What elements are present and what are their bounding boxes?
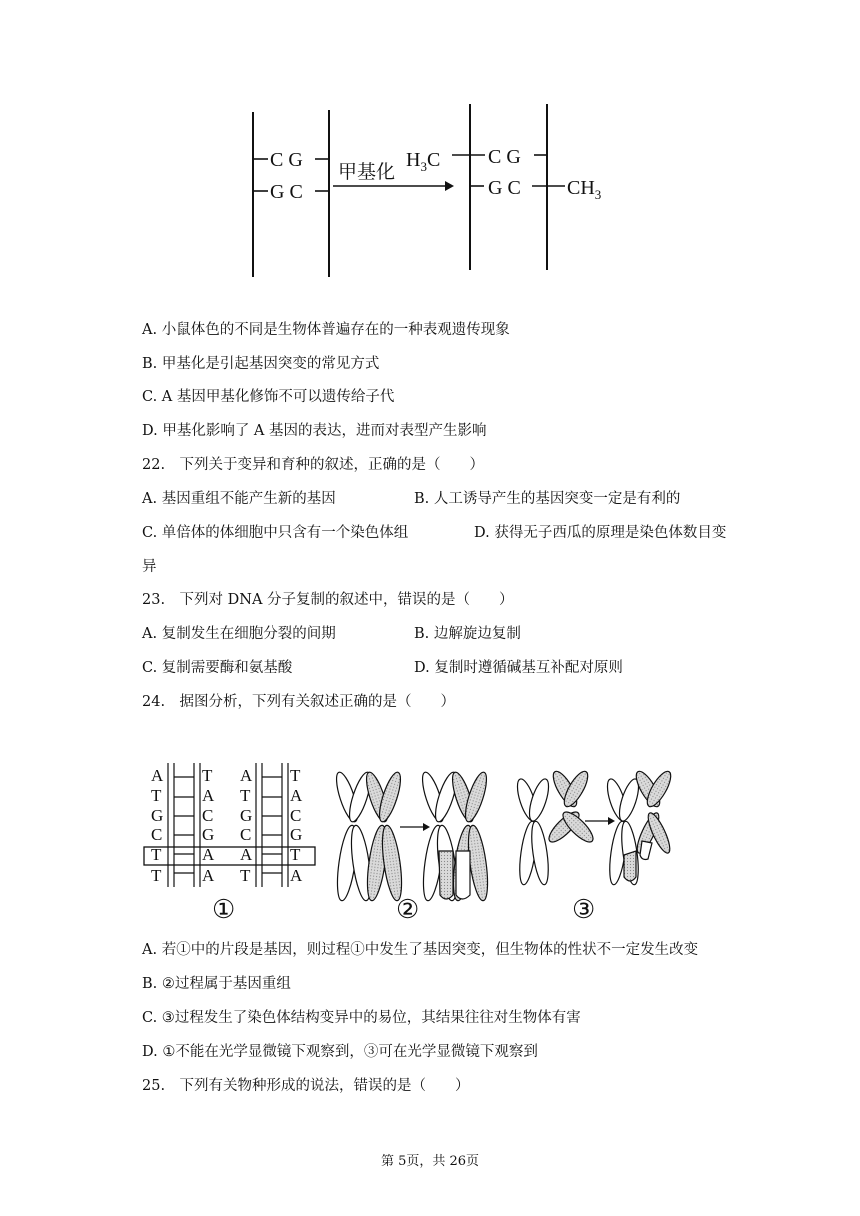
q22-option-d-cont: 异 <box>142 559 157 575</box>
q24-stem: 24. 据图分析，下列有关叙述正确的是（ ） <box>142 694 456 710</box>
right-pair-top: C G <box>488 146 521 168</box>
dna2-right-base: A <box>290 786 303 805</box>
dna1-left-base: T <box>151 866 162 885</box>
dna2-right-base: T <box>290 766 301 785</box>
dna1-right-base: A <box>202 786 215 805</box>
q23-option-d: D. 复制时遵循碱基互补配对原则 <box>414 660 623 676</box>
dna1-left-base: T <box>151 845 162 864</box>
chromosomes-2 <box>332 770 405 902</box>
methylation-figure <box>240 100 630 285</box>
q22-option-a: A. 基因重组不能产生新的基因 <box>142 491 336 507</box>
dna1-left-base: T <box>151 786 162 805</box>
q22-option-d: D. 获得无子西瓜的原理是染色体数目变 <box>474 525 727 541</box>
dna1-right-base: G <box>202 825 215 844</box>
page-footer: 第 5页，共 26页 <box>380 1154 480 1169</box>
q22-option-c: C. 单倍体的体细胞中只含有一个染色体组 <box>142 525 409 541</box>
q23-stem: 23. 下列对 DNA 分子复制的叙述中，错误的是（ ） <box>142 592 514 608</box>
dna2-left-base: A <box>240 845 253 864</box>
left-pair-bottom: G C <box>270 181 303 203</box>
dna2-right-base: G <box>290 825 303 844</box>
q22-stem: 22. 下列关于变异和育种的叙述，正确的是（ ） <box>142 457 485 473</box>
dna2-left-base: T <box>240 866 251 885</box>
fig-label-2: ② <box>396 895 420 924</box>
q24-option-b: B. ②过程属于基因重组 <box>142 976 291 992</box>
left-pair-top: C G <box>270 149 303 171</box>
dna2-right-base: C <box>290 806 302 825</box>
q21-option-a: A. 小鼠体色的不同是生物体普遍存在的一种表观遗传现象 <box>142 322 510 338</box>
fig-label-3: ③ <box>572 895 596 924</box>
dna2-left-base: C <box>240 825 252 844</box>
q23-option-b: B. 边解旋边复制 <box>414 626 521 642</box>
right-pair-bottom: G C <box>488 177 521 199</box>
methyl-left: $H_3C$ <box>406 149 441 174</box>
dna1-right-base: A <box>202 845 215 864</box>
q23-option-c: C. 复制需要酶和氨基酸 <box>142 660 293 676</box>
arrow-label: 甲基化 <box>338 161 396 183</box>
dna2-right-base: T <box>290 845 301 864</box>
q24-option-c: C. ③过程发生了染色体结构变异中的易位，其结果往往对生物体有害 <box>142 1010 581 1026</box>
dna2-right-base: A <box>290 866 303 885</box>
q25-stem: 25. 下列有关物种形成的说法，错误的是（ ） <box>142 1078 470 1094</box>
dna2-left-base: A <box>240 766 253 785</box>
q21-option-b: B. 甲基化是引起基因突变的常见方式 <box>142 356 380 372</box>
q24-option-a: A. 若①中的片段是基因，则过程①中发生了基因突变，但生物体的性状不一定发生改变 <box>142 942 699 958</box>
fig-label-1: ① <box>212 895 236 924</box>
dna1-left-base: C <box>151 825 163 844</box>
methyl-right: $CH_3$ <box>567 177 602 202</box>
dna1-right-base: T <box>202 766 213 785</box>
q21-option-c: C. A 基因甲基化修饰不可以遗传给子代 <box>142 389 395 405</box>
q22-option-b: B. 人工诱导产生的基因突变一定是有利的 <box>414 491 681 507</box>
dna1-left-base: G <box>151 806 164 825</box>
dna1-left-base: A <box>151 766 164 785</box>
dna2-left-base: G <box>240 806 253 825</box>
dna1-right-base: C <box>202 806 214 825</box>
dna1-right-base: A <box>202 866 215 885</box>
variation-figure <box>140 755 700 925</box>
q24-option-d: D. ①不能在光学显微镜下观察到，③可在光学显微镜下观察到 <box>142 1044 538 1060</box>
q21-option-d: D. 甲基化影响了 A 基因的表达，进而对表型产生影响 <box>142 423 487 439</box>
q23-option-a: A. 复制发生在细胞分裂的间期 <box>142 626 336 642</box>
dna2-left-base: T <box>240 786 251 805</box>
